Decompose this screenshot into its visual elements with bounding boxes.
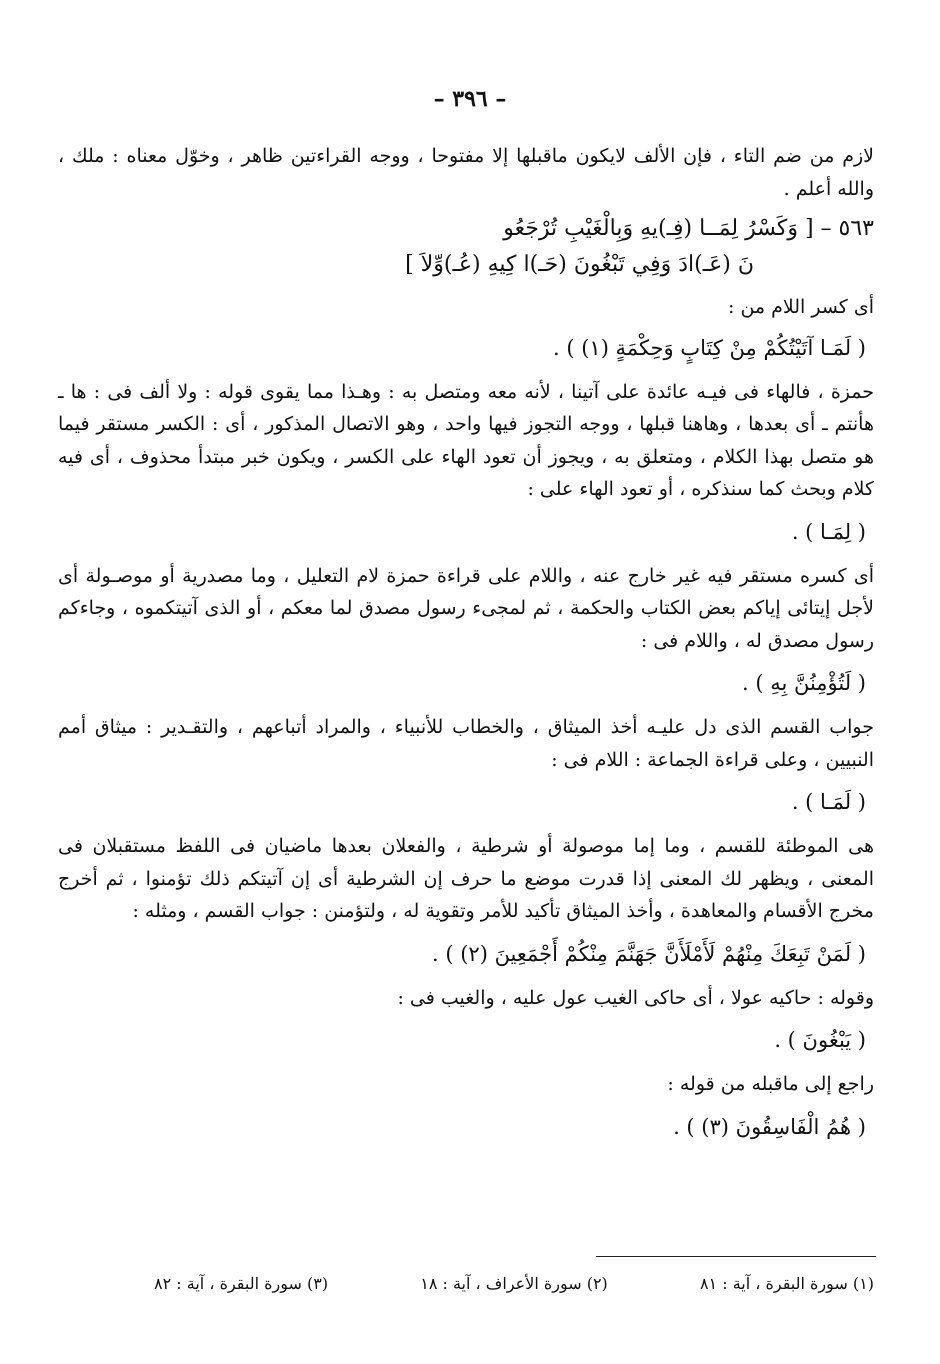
paragraph-commentary: أى كسره مستقر فيه غير خارج عنه ، واللام على قراءة حمزة لام التعليل ، وما مصدرية أو موصـولة أى لأجل إيتائى إياكم بعض الكتاب والحكمة ، ثم لمجىء رسول مصدق لما معكم ، أو الذى آتيتكموه ، وجاءكم رسول مصدق له ، واللام فى : <box>58 564 874 652</box>
quran-quote: ( لَمَنْ تَبِعَكَ مِنْهُمْ لَأَمْلَأَنَّ جَهَنَّمَ مِنْكُمْ أَجْمَعِينَ (٢) ) . <box>432 941 866 966</box>
quran-quote: ( لَمَـا ) . <box>791 790 866 814</box>
poem-verse <box>58 211 874 283</box>
paragraph-intro: أى كسر اللام من : <box>728 296 874 318</box>
footnote-1: (١) سورة البقرة ، آية : ٨١ <box>699 1274 874 1293</box>
quran-quote: ( يَبْغُونَ ) . <box>774 1028 866 1052</box>
verse-line-2: نَ (عَـ)ادَ وَفِي تَبْغُونَ (حَـ)ا كِيهِ (عُـ)وِّلاَ ] <box>405 252 754 277</box>
paragraph-commentary: وقوله : حاكيه عولا ، أى حاكى الغيب عول عليه ، والغيب فى : <box>397 986 874 1009</box>
footnote-3: (٣) سورة البقرة ، آية : ٨٢ <box>154 1274 329 1293</box>
quran-quote: ( هُمُ الْفَاسِقُونَ (٣) ) . <box>673 1114 866 1139</box>
paragraph-opening: لازم من ضم التاء ، فإن الألف لايكون ماقبلها إلا مفتوحا ، ووجه القراءتين ظاهر ، وخوّل معناه : ملك ، والله أعلم . <box>58 145 874 200</box>
verse-line-1: ٥٦٣ – [ وَكَسْرُ لِمَــا (فِـ)يهِ وَبِالْغَيْبِ تُرْجَعُو <box>503 216 874 241</box>
paragraph-commentary: حمزة ، فالهاء فى فيـه عائدة على آتينا ، لأنه معه ومتصل به : وهـذا مما يقوى قوله : ولا ألف فى : ها ـ هأنتم ـ أى بعدها ، وهاهنا قبلها ، ووجه التجوز فيها واحد ، وهو الاتصال المذكور ، أى : الكسر مستقر فيما هو متصل بهذا الكلام ، ومتعلق به ، ويجوز أن تعود الهاء على الكسر ، ويكون خبر مبتدأ محذوف ، أى فيه كلام وبحث كما سنذكره ، أو تعود الهاء على : <box>58 380 874 500</box>
quran-quote: ( لِمَـا ) . <box>791 519 866 544</box>
page-number: – ٣٩٦ – <box>433 86 507 112</box>
footnote-divider <box>596 1256 876 1257</box>
main-text <box>58 140 874 1155</box>
paragraph-commentary: جواب القسم الذى دل عليـه أخذ الميثاق ، والخطاب للأنبياء ، والمراد أتباعهم ، والتقـدير : ميثاق أمم النبيين ، وعلى قراءة الجماعة : اللام فى : <box>58 716 874 771</box>
quran-quote: ( لَمَـا آتَيْتُكُمْ مِنْ كِتَابٍ وَحِكْمَةٍ (١) ) . <box>552 335 866 360</box>
paragraph-commentary: هى الموطئة للقسم ، وما إما موصولة أو شرطية ، والفعلان بعدها ماضيان فى اللفظ مستقبلان فى المعنى ، ويظهر لك المعنى إذا قدرت موضع ما حرف إن الشرطية أى إن آتيتكم ذلك تؤمنوا ، ثم أخرج مخرج الأقسام والمعاهدة ، وأخذ الميثاق تأكيد للأمر وتقوية له ، ولتؤمنن : جواب القسم ، ومثله : <box>58 835 874 922</box>
footnotes <box>154 1272 874 1296</box>
paragraph-commentary: راجع إلى ماقبله من قوله : <box>667 1073 874 1095</box>
quran-quote: ( لَتُؤْمِنُنَّ بِهِ ) . <box>741 671 866 695</box>
footnote-2: (٢) سورة الأعراف ، آية : ١٨ <box>420 1274 608 1293</box>
